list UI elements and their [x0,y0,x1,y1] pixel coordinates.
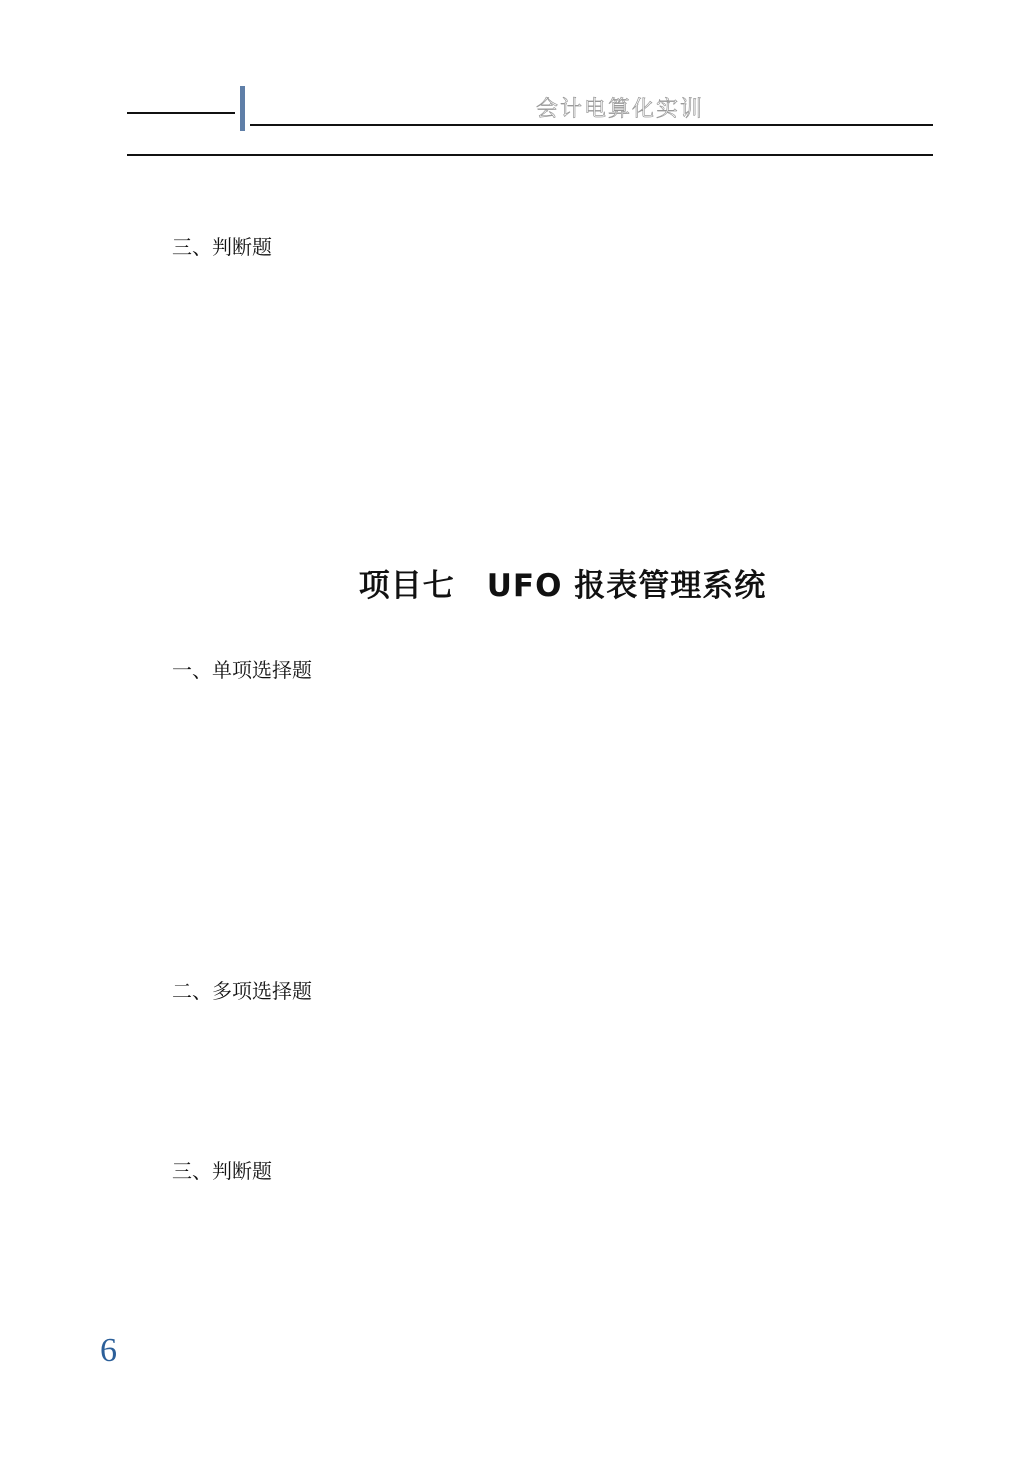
header-left-rule [127,112,235,114]
answer-row [172,818,932,842]
header-title: 会计电算化实训 [536,97,705,122]
section-heading: 三、判断题 [172,235,272,259]
answer-row [172,771,932,795]
answer-row [172,301,932,325]
answer-row [172,395,932,419]
answer-row [172,441,932,465]
answer-row [172,724,932,748]
header-accent-bar [240,86,245,131]
answer-row [172,1225,932,1249]
answer-row [172,1092,932,1116]
page-number: 6 [100,1332,117,1369]
section-heading: 三、判断题 [172,1159,272,1183]
answer-row [172,168,932,192]
answer-row [172,912,932,936]
section-heading: 二、多项选择题 [172,979,312,1003]
header-bottom-rule [127,154,933,156]
header-right-rule [250,124,933,126]
answer-row [172,348,932,372]
answer-row [172,865,932,889]
chapter-title: 项目七 UFO 报表管理系统 [358,568,767,604]
answer-row [172,488,932,512]
answer-row [172,1045,932,1069]
section-heading: 一、单项选择题 [172,658,312,682]
answer-row [172,1272,932,1296]
